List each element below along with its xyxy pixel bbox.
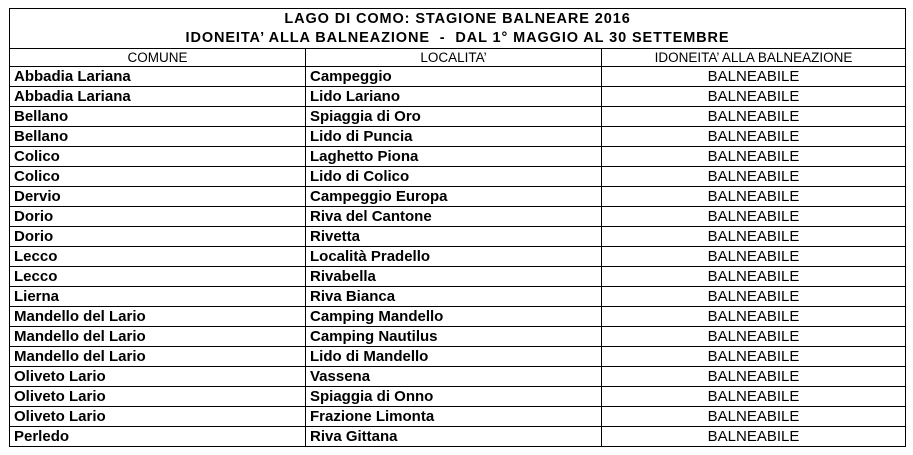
cell-comune: Perledo — [10, 427, 306, 447]
cell-localita: Frazione Limonta — [306, 407, 602, 427]
cell-idoneita: BALNEABILE — [602, 127, 906, 147]
cell-comune: Oliveto Lario — [10, 387, 306, 407]
table-row — [10, 327, 906, 347]
cell-idoneita: BALNEABILE — [602, 307, 906, 327]
cell-localita: Vassena — [306, 367, 602, 387]
cell-localita: Campeggio Europa — [306, 187, 602, 207]
cell-comune: Dervio — [10, 187, 306, 207]
title-line-2: IDONEITA’ ALLA BALNEAZIONE - DAL 1° MAGGIO AL 30 SETTEMBRE — [185, 30, 730, 46]
cell-comune: Abbadia Lariana — [10, 67, 306, 87]
table-row — [10, 427, 906, 447]
column-header-localita: LOCALITA’ — [306, 49, 602, 67]
cell-localita: Laghetto Piona — [306, 147, 602, 167]
cell-localita: Spiaggia di Oro — [306, 107, 602, 127]
table-row — [10, 287, 906, 307]
cell-idoneita: BALNEABILE — [602, 207, 906, 227]
table-row — [10, 387, 906, 407]
cell-idoneita: BALNEABILE — [602, 107, 906, 127]
bathing-suitability-sheet — [9, 8, 905, 447]
table-row — [10, 407, 906, 427]
cell-localita: Riva del Cantone — [306, 207, 602, 227]
cell-idoneita: BALNEABILE — [602, 287, 906, 307]
cell-comune: Oliveto Lario — [10, 367, 306, 387]
cell-idoneita: BALNEABILE — [602, 227, 906, 247]
header-row — [10, 49, 906, 67]
cell-localita: Rivabella — [306, 267, 602, 287]
cell-idoneita: BALNEABILE — [602, 187, 906, 207]
cell-comune: Lecco — [10, 267, 306, 287]
table-row — [10, 87, 906, 107]
cell-comune: Lierna — [10, 287, 306, 307]
table-row — [10, 307, 906, 327]
title-row — [10, 9, 906, 49]
cell-idoneita: BALNEABILE — [602, 67, 906, 87]
table-row — [10, 147, 906, 167]
cell-localita: Lido di Mandello — [306, 347, 602, 367]
cell-comune: Oliveto Lario — [10, 407, 306, 427]
cell-idoneita: BALNEABILE — [602, 167, 906, 187]
cell-comune: Mandello del Lario — [10, 307, 306, 327]
cell-comune: Bellano — [10, 127, 306, 147]
cell-idoneita: BALNEABILE — [602, 427, 906, 447]
cell-localita: Camping Nautilus — [306, 327, 602, 347]
cell-comune: Lecco — [10, 247, 306, 267]
table-row — [10, 187, 906, 207]
cell-localita: Campeggio — [306, 67, 602, 87]
table-row — [10, 227, 906, 247]
table-row — [10, 107, 906, 127]
cell-comune: Abbadia Lariana — [10, 87, 306, 107]
table-row — [10, 67, 906, 87]
title-line-1: LAGO DI COMO: STAGIONE BALNEARE 2016 — [284, 11, 631, 27]
cell-idoneita: BALNEABILE — [602, 147, 906, 167]
cell-idoneita: BALNEABILE — [602, 247, 906, 267]
cell-comune: Mandello del Lario — [10, 327, 306, 347]
cell-idoneita: BALNEABILE — [602, 387, 906, 407]
table-row — [10, 207, 906, 227]
cell-localita: Camping Mandello — [306, 307, 602, 327]
table-title — [10, 9, 906, 49]
cell-localita: Lido di Colico — [306, 167, 602, 187]
cell-localita: Lido di Puncia — [306, 127, 602, 147]
column-header-comune: COMUNE — [10, 49, 306, 67]
cell-localita: Riva Bianca — [306, 287, 602, 307]
cell-localita: Località Pradello — [306, 247, 602, 267]
cell-idoneita: BALNEABILE — [602, 327, 906, 347]
table-row — [10, 167, 906, 187]
cell-localita: Riva Gittana — [306, 427, 602, 447]
table-row — [10, 127, 906, 147]
table-row — [10, 267, 906, 287]
cell-idoneita: BALNEABILE — [602, 347, 906, 367]
cell-idoneita: BALNEABILE — [602, 267, 906, 287]
cell-comune: Mandello del Lario — [10, 347, 306, 367]
cell-idoneita: BALNEABILE — [602, 87, 906, 107]
cell-localita: Rivetta — [306, 227, 602, 247]
cell-localita: Lido Lariano — [306, 87, 602, 107]
column-header-idoneita: IDONEITA’ ALLA BALNEAZIONE — [602, 49, 906, 67]
cell-comune: Colico — [10, 167, 306, 187]
table-row — [10, 367, 906, 387]
cell-comune: Bellano — [10, 107, 306, 127]
bathing-table — [9, 8, 906, 447]
cell-localita: Spiaggia di Onno — [306, 387, 602, 407]
cell-idoneita: BALNEABILE — [602, 407, 906, 427]
cell-comune: Colico — [10, 147, 306, 167]
table-row — [10, 347, 906, 367]
cell-comune: Dorio — [10, 207, 306, 227]
cell-comune: Dorio — [10, 227, 306, 247]
table-row — [10, 247, 906, 267]
cell-idoneita: BALNEABILE — [602, 367, 906, 387]
